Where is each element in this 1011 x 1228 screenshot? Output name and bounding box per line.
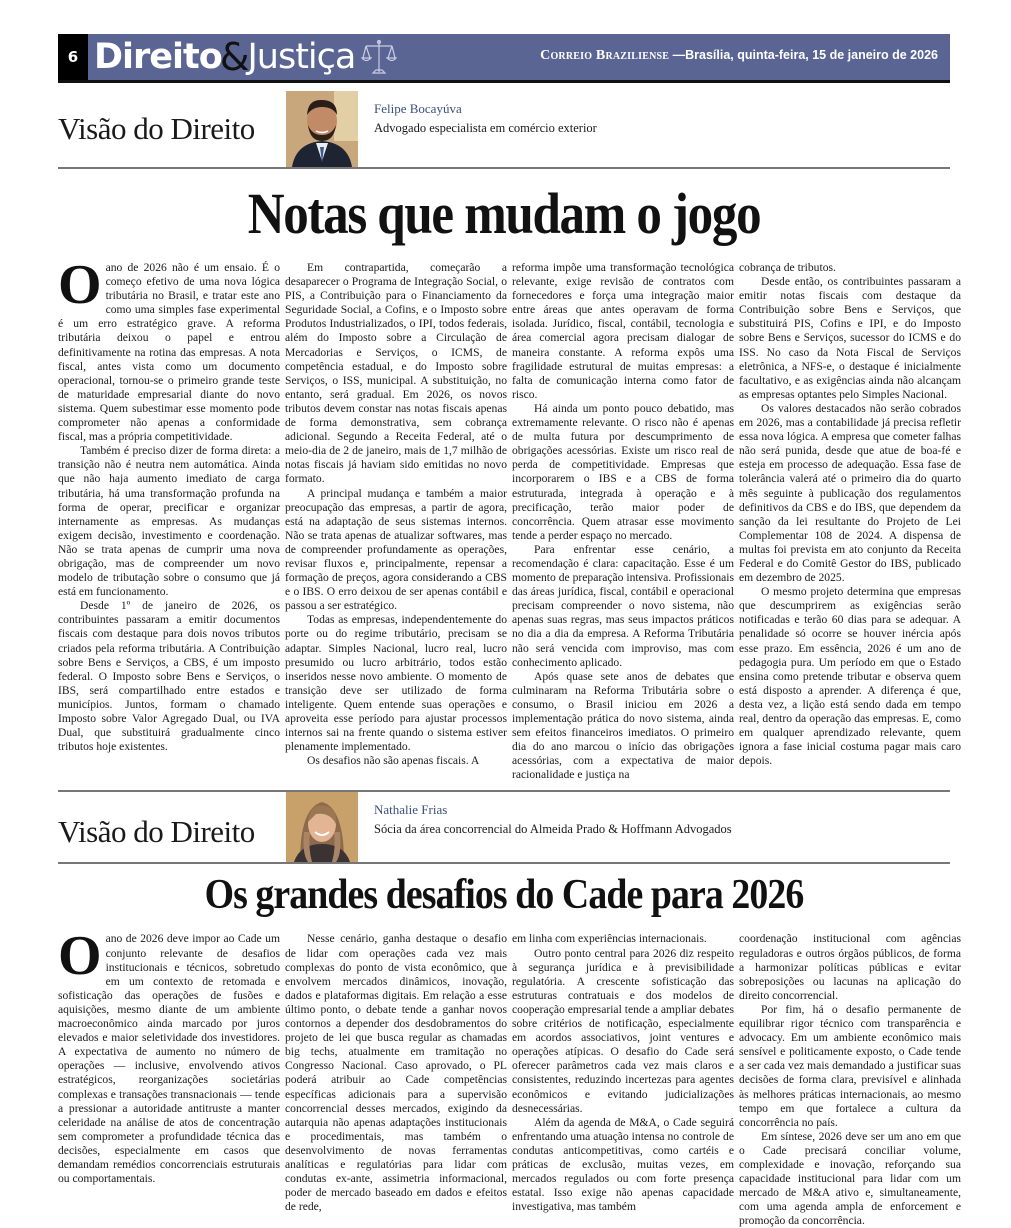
- paragraph: [285, 932, 507, 1214]
- paragraph: [58, 254, 280, 444]
- paragraph: [739, 1130, 961, 1228]
- paragraph: [512, 261, 734, 402]
- text-column: [285, 932, 507, 1228]
- author-role: Sócia da área concorrencial do Almeida Prado & Hoffmann Advogados: [374, 822, 732, 837]
- text-column: [512, 932, 734, 1228]
- paragraph-text: Desde 1º de janeiro de 2026, os contribuintes passaram a emitir documentos fiscais com destaque para dois novos tributos criados pela reforma tributária. A Contribuição sobre Bens e Serviços, a CBS, é um imposto federal. O Imposto sobre Bens e Serviços, o IBS, será compartilhado entre estados e municípios. Juntos, formam o chamado Imposto sobre Valor Agregado Dual, ou IVA Dual, que substituirá gradualmente cinco tributos hoje existentes.: [58, 599, 280, 754]
- paragraph-text: Em contrapartida, começarão a desaparecer o Programa de Integração Social, o PIS, a Contribuição para o Financiamento da Seguridade Social, a Cofins, e o Imposto sobre Produtos Industrializados, o IPI, todos federais, além do Imposto sobre a Circulação de Mercadorias e Serviços, o ICMS, de competência estadual, e do Imposto sobre Serviços, o ISS, municipal. A substituição, no entanto, será gradual. Em 2026, os novos tributos devem constar nas notas fiscais apenas de forma demonstrativa, sem cobrança adicional. Segundo a Receita Federal, até o meio-dia de 2 de janeiro, mais de 1,7 milhão de notas fiscais já haviam sido emitidas no novo formato.: [285, 261, 507, 486]
- section-brand-ampersand: &: [219, 35, 250, 79]
- scales-of-justice-icon: [361, 38, 397, 76]
- author-role: Advogado especialista em comércio exterior: [374, 121, 597, 135]
- paragraph: [58, 444, 280, 599]
- paragraph-text: Para enfrentar esse cenário, a recomendação é clara: capacitação. Esse é um momento de preparação intensiva. Profissionais das áreas jurídica, fiscal, contábil e operacional precisam compreender o novo sistema, não apenas suas regras, mas seus impactos práticos no dia a dia da empresa. A Reforma Tributária não será vencida com improviso, mas com conhecimento aplicado.: [512, 542, 734, 669]
- drop-cap: O: [58, 925, 102, 988]
- paragraph-text: Há ainda um ponto pouco debatido, mas extremamente relevante. O risco não é apenas de multa futura por descumprimento de obrigações acessórias. Existe um risco real de perda de competitividade. Empresas que incorporarem o IBS e a CBS de forma estruturada, integrada à operação e à precificação, terão maior poder de concorrência. Quem atrasar esse movimento tende a perder espaço no mercado.: [512, 401, 734, 542]
- author-name: Nathalie Frias: [374, 802, 448, 818]
- paragraph-text: cobrança de tributos.: [739, 261, 836, 274]
- paragraph-text: Em síntese, 2026 deve ser um ano em que o Cade precisará conciliar volume, complexidade e inovação, reforçando sua capacidade institucional para lidar com um mercado de M&A ativo e, simultaneamente, com uma agenda ampla de enforcement e promoção da concorrência.: [739, 1129, 961, 1228]
- paragraph: [512, 1116, 734, 1215]
- drop-cap: O: [58, 254, 102, 316]
- date-text: —Brasília, quinta-feira, 15 de janeiro de 2026: [669, 48, 938, 62]
- paragraph-text: A principal mudança e também a maior preocupação das empresas, a partir de agora, está na adaptação de seus sistemas internos. Não se trata apenas de atualizar softwares, mas de compreender profundamente as operações, revisar fluxos e, principalmente, repensar a formação de preços, agora considerando a CBS e o IBS. O erro deixou de ser apenas contábil e passou a ser estratégico.: [285, 486, 507, 613]
- paragraph: [58, 925, 280, 1186]
- column-header: [58, 83, 950, 169]
- paragraph: [739, 932, 961, 1002]
- paragraph-text: Por fim, há o desafio permanente de equilibrar rigor técnico com transparência e advocacy. Em um ambiente econômico mais sensível e politicamente exposto, o Cade tende a ser cada vez mais demandado a justificar suas decisões de forma clara, previsível e alinhada às melhores práticas internacionais, ao mesmo tempo em que fortalece a cultura da concorrência no país.: [739, 1002, 961, 1129]
- paragraph-text: Os desafios não são apenas fiscais. A: [307, 754, 480, 768]
- article-2: [58, 790, 961, 1228]
- newspaper-page: [58, 34, 961, 1228]
- section-brand-justica: Justiça: [247, 37, 356, 77]
- paragraph: [512, 932, 734, 946]
- text-column: [512, 261, 734, 782]
- paragraph-text: O mesmo projeto determina que empresas que descumprirem as exigências serão notificadas e terão 60 dias para se adequar. A penalidade só ocorre se houver inércia após esse prazo. Em essência, 2026 é um ano de pedagogia pura. Um período em que o Estado ensina como pretende tributar e observa quem está disposto a aprender. A diferença é que, desta vez, a lição está sendo dada em tempo real, dentro da operação das empresas. E, como em qualquer aprendizado relevante, quem ignora a fase inicial costuma pagar mais caro depois.: [739, 585, 961, 768]
- paragraph: [285, 487, 507, 614]
- paragraph-text: Desde então, os contribuintes passaram a emitir notas fiscais com destaque da Contribuição sobre Bens e Serviços, que substituirá PIS, Cofins e IPI, e do Imposto sobre Bens e Serviços, sucessor do ICMS e do ISS. No caso da Nota Fiscal de Serviços eletrônica, a NFS-e, o destaque é inicialmente facultativo, e as exigências ainda não alcançam as empresas optantes pelo Simples Nacional.: [739, 275, 961, 401]
- paragraph-text: Também é preciso dizer de forma direta: a transição não é neutra nem automática. Ainda que não haja aumento imediato de carga tributária, há uma transformação profunda na forma de operar, precificar e organizar internamente as empresas. As mudanças exigem decisão, investimento e coordenação. Não se trata apenas de cumprir uma nova obrigação, mas de compreender um novo modelo de tributação sobre o consumo que já está em funcionamento.: [58, 444, 280, 599]
- article-1: [58, 83, 961, 782]
- text-column: [285, 261, 507, 782]
- dateline: [540, 48, 938, 64]
- column-title: Visão do Direito: [58, 111, 255, 146]
- paragraph: [512, 543, 734, 670]
- paragraph-text: ano de 2026 deve impor ao Cade um conjunto relevante de desafios institucionais e técnicos, sobretudo em um contexto de retomada e sofisticação das operações de fusões e aquisições, mesmo diante de um ambiente macroeconômico ainda marcado por juros elevados e maior seletividade dos investidores. A expectativa de aumento no número de operações — inclusive, envolvendo ativos estratégicos, reorganizações societárias complexas e transações transnacionais — tende a pressionar a autoridade antitruste a manter celeridade na análise de atos de concentração sem comprometer a profundidade técnica das decisões, especialmente em casos que demandam remédios concorrenciais estruturais ou comportamentais.: [58, 932, 280, 1186]
- paragraph: [285, 754, 507, 768]
- article-headline: Os grandes desafios do Cade para 2026: [204, 872, 804, 919]
- author-photo: [286, 91, 358, 167]
- text-column: [58, 254, 280, 782]
- paragraph-text: Nesse cenário, ganha destaque o desafio de lidar com operações cada vez mais complexas do ponto de vista econômico, que envolvem mercados dinâmicos, inovação, dados e plataformas digitais. Em relação a esse último ponto, o debate tende a ganhar novos contornos a depender dos desdobramentos do projeto de lei que busca regular as chamadas big techs, atualmente em tramitação no Congresso Nacional. Caso aprovado, o PL poderá atribuir ao Cade competências específicas adicionais para a supervisão concorrencial desses mercados, exigindo da autarquia não apenas adaptações institucionais e procedimentais, mas também o desenvolvimento de novas ferramentas analíticas e regulatórias para lidar com condutas ex-ante, assimetria informacional, poder de mercado baseado em dados e efeitos de rede,: [285, 932, 507, 1214]
- paragraph-text: reforma impõe uma transformação tecnológica relevante, exige revisão de contratos com fornecedores e força uma integração maior entre áreas que antes operavam de forma isolada. Jurídico, fiscal, contábil, tecnologia e área comercial agora precisam dialogar de maneira constante. A reforma expôs uma fragilidade estrutural de muitas empresas: a falta de comunicação interna como fator de risco.: [512, 261, 734, 401]
- paragraph-text: ano de 2026 não é um ensaio. É o começo efetivo de uma nova lógica tributária no Brasil, e tratar este ano como uma simples fase experimental é um erro estratégico grave. A reforma tributária deixou o papel e entrou definitivamente na rotina das empresas. A nota fiscal, antes vista como um documento operacional, tornou-se o primeiro grande teste de maturidade empresarial diante do novo sistema. Quem subestimar esse momento pode comprometer não apenas a conformidade fiscal, mas a própria competitividade.: [58, 261, 280, 444]
- masthead-bar: [88, 34, 950, 80]
- masthead: [58, 34, 950, 83]
- paragraph: [512, 670, 734, 783]
- page-number: 6: [58, 34, 88, 80]
- text-column: [739, 261, 961, 782]
- paragraph: [739, 275, 961, 402]
- paragraph-text: Após quase sete anos de debates que culminaram na Reforma Tributária sobre o consumo, o Brasil iniciou em 2026 a implementação prática do novo sistema, ainda sem efeitos financeiros imediatos. O primeiro dia do ano marcou o início das obrigações acessórias, com a expectativa de maior racionalidade e justiça na: [512, 669, 734, 782]
- article-body: [58, 254, 961, 782]
- text-column: [58, 925, 280, 1228]
- paragraph: [512, 947, 734, 1116]
- article-headline: Notas que mudam o jogo: [247, 181, 761, 246]
- newspaper-name: Correio Braziliense: [540, 48, 670, 63]
- author-name: Felipe Bocayúva: [374, 101, 462, 116]
- column-header: [58, 792, 950, 864]
- article-body: [58, 925, 961, 1228]
- paragraph-text: Além da agenda de M&A, o Cade seguirá enfrentando uma atuação intensa no controle de condutas anticompetitivas, como cartéis e práticas de exclusão, muitas vezes, em mercados regulados ou com forte presença estatal. Isso exige não apenas capacidade investigativa, mas também: [512, 1115, 734, 1214]
- paragraph: [739, 585, 961, 768]
- author-photo: [286, 792, 358, 862]
- column-title: Visão do Direito: [58, 814, 255, 850]
- section-brand-direito: Direito: [94, 36, 222, 77]
- paragraph: [512, 402, 734, 543]
- paragraph: [285, 613, 507, 754]
- paragraph-text: em linha com experiências internacionais.: [512, 932, 707, 946]
- paragraph: [739, 261, 961, 275]
- paragraph: [739, 1003, 961, 1130]
- paragraph-text: Outro ponto central para 2026 diz respeito à segurança jurídica e à previsibilidade regulatória. A crescente sofisticação das estruturas contratuais e dos modelos de cooperação empresarial tende a ampliar debates sobre critérios de notificação, especialmente em acordos associativos, joint ventures e operações atípicas. O desafio do Cade será oferecer parâmetros cada vez mais claros e consistentes, reduzindo incertezas para agentes econômicos e evitando judicializações desnecessárias.: [512, 946, 734, 1115]
- text-column: [739, 932, 961, 1228]
- paragraph: [739, 402, 961, 585]
- paragraph: [58, 599, 280, 754]
- paragraph-text: coordenação institucional com agências reguladoras e outros órgãos públicos, de forma a harmonizar políticas públicas e evitar sobreposições ou lacunas na aplicação do direito concorrencial.: [739, 932, 961, 1002]
- paragraph: [285, 261, 507, 487]
- paragraph-text: Os valores destacados não serão cobrados em 2026, mas a contabilidade já precisa refletir essa nova lógica. A empresa que cometer falhas não será punida, desde que atue de boa-fé e esteja em processo de adequação. Essa fase de tolerância valerá até o primeiro dia do quarto mês seguinte à publicação dos regulamentos definitivos da CBS e do IBS, que dependem da sanção da lei resultante do Projeto de Lei Complementar 108 de 2024. A dispensa de multas foi prevista em ato conjunto da Receita Federal e do Comitê Gestor do IBS, publicado em dezembro de 2025.: [739, 401, 961, 585]
- paragraph-text: Todas as empresas, independentemente do porte ou do regime tributário, precisam se adaptar. Simples Nacional, lucro real, lucro presumido ou lucro arbitrário, todos estão inseridos nesse novo ambiente. O momento de transição deve ser utilizado de forma inteligente. Quem entende suas operações e aproveita esse período para ajustar processos internos sai na frente quando o sistema estiver plenamente implementado.: [285, 613, 507, 754]
